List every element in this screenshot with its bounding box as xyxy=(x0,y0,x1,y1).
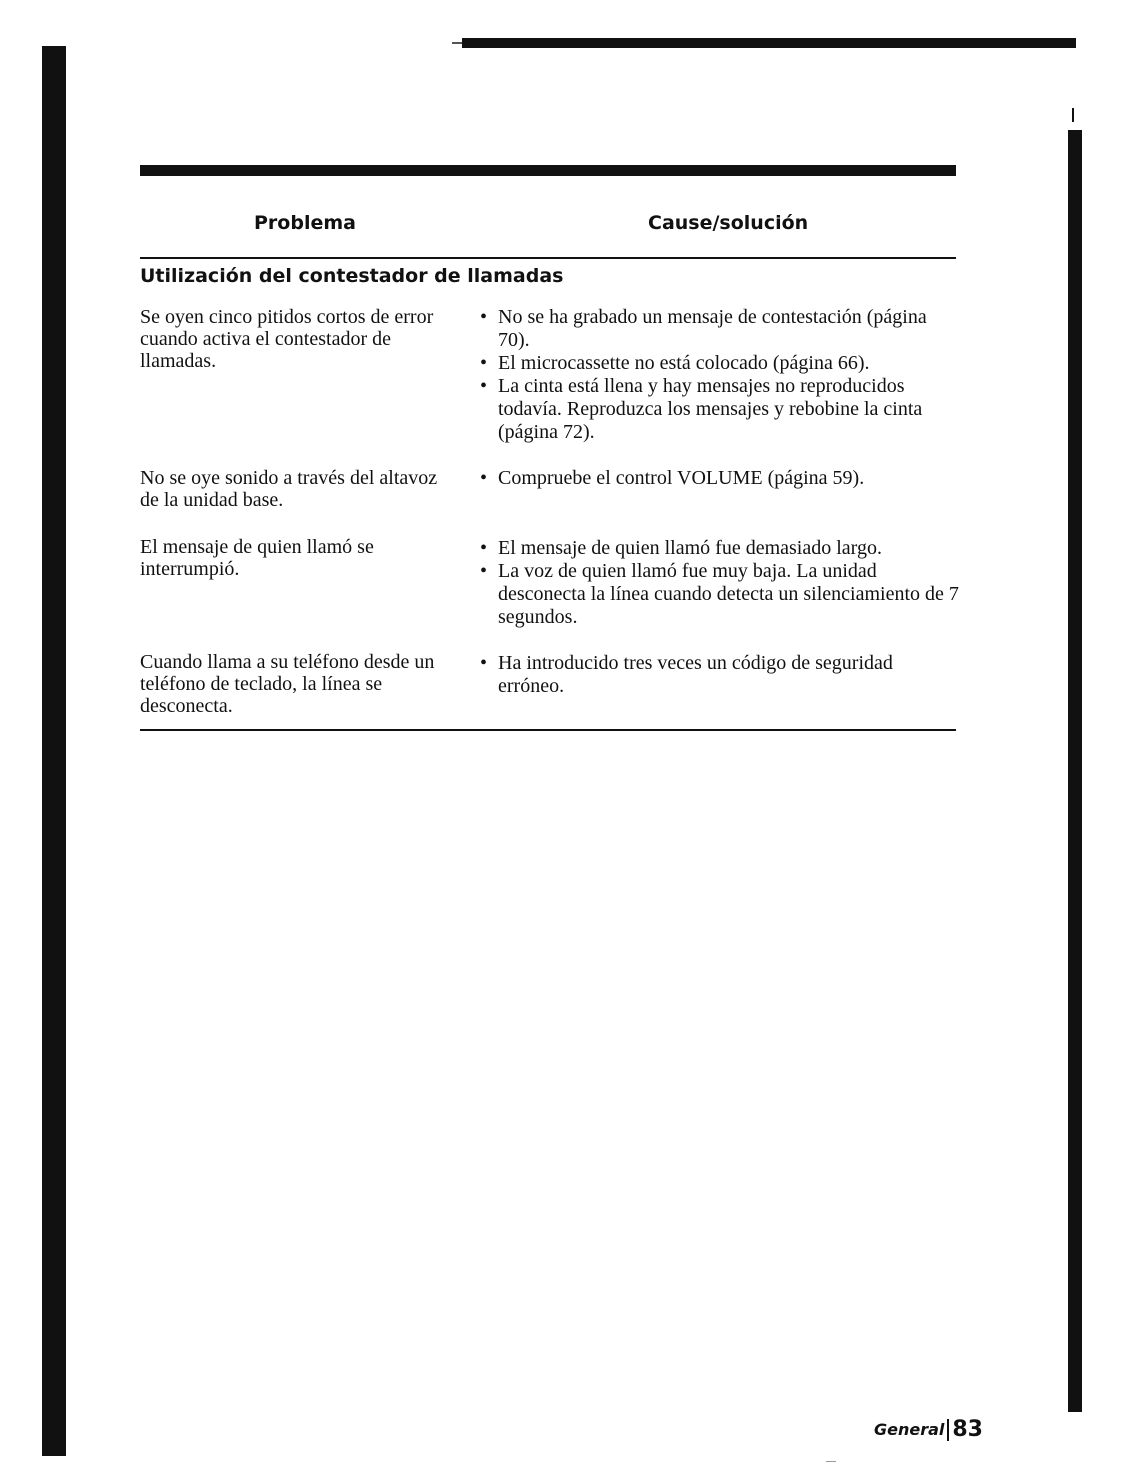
row-2-problem: No se oye sonido a través del altavoz de la unidad base. xyxy=(140,467,438,511)
top-bar xyxy=(462,38,1076,48)
cause-text: Ha introducido tres veces un código de seguridad erróneo. xyxy=(498,652,893,697)
page-number: 83 xyxy=(952,1417,983,1442)
row-1-problem: Se oyen cinco pitidos cortos de error cuando activa el contestador de llamadas. xyxy=(140,306,434,372)
footer-separator xyxy=(947,1419,949,1441)
bottom-mark xyxy=(826,1461,836,1462)
row-1-causes xyxy=(480,306,960,444)
page-footer xyxy=(874,1417,983,1442)
cause-item xyxy=(480,560,960,629)
row-3-causes xyxy=(480,537,960,629)
row-4-problem: Cuando llama a su teléfono desde un teléfono de teclado, la línea se desconecta. xyxy=(140,651,435,717)
bullet-icon: • xyxy=(480,375,488,397)
row-3-problem: El mensaje de quien llamó se interrumpió. xyxy=(140,536,374,580)
cause-text: El mensaje de quien llamó fue demasiado largo. xyxy=(498,537,882,559)
bullet-icon: • xyxy=(480,352,488,374)
cause-text: No se ha grabado un mensaje de contestación (página 70). xyxy=(498,306,927,351)
bullet-icon: • xyxy=(480,537,488,559)
table-bottom-rule xyxy=(140,729,956,731)
right-tick xyxy=(1072,108,1074,122)
section-title: Utilización del contestador de llamadas xyxy=(140,265,564,287)
bullet-icon: • xyxy=(480,306,488,328)
bullet-icon: • xyxy=(480,652,488,674)
right-margin-bar xyxy=(1068,130,1082,1412)
cause-item xyxy=(480,352,960,375)
table-top-bar xyxy=(140,165,956,176)
cause-text: La cinta está llena y hay mensajes no reproducidos todavía. Reproduzca los mensajes y rebobine la cinta (página 72). xyxy=(498,375,923,443)
cause-item xyxy=(480,375,960,444)
cause-item xyxy=(480,467,960,490)
left-margin-line xyxy=(54,1200,56,1436)
cause-text: La voz de quien llamó fue muy baja. La unidad desconecta la línea cuando detecta un silenciamiento de 7 segundos. xyxy=(498,560,959,628)
row-2-causes xyxy=(480,467,960,490)
cause-text: Compruebe el control VOLUME (página 59). xyxy=(498,467,865,489)
bullet-icon: • xyxy=(480,467,488,489)
cause-item xyxy=(480,537,960,560)
cause-text: El microcassette no está colocado (página 66). xyxy=(498,352,870,374)
header-rule xyxy=(140,257,956,259)
footer-section-name: General xyxy=(873,1420,945,1439)
row-4-causes xyxy=(480,652,960,698)
header-problem: Problema xyxy=(254,212,356,234)
cause-item xyxy=(480,306,960,352)
bullet-icon: • xyxy=(480,560,488,582)
cause-item xyxy=(480,652,960,698)
header-cause: Cause/solución xyxy=(648,212,809,234)
